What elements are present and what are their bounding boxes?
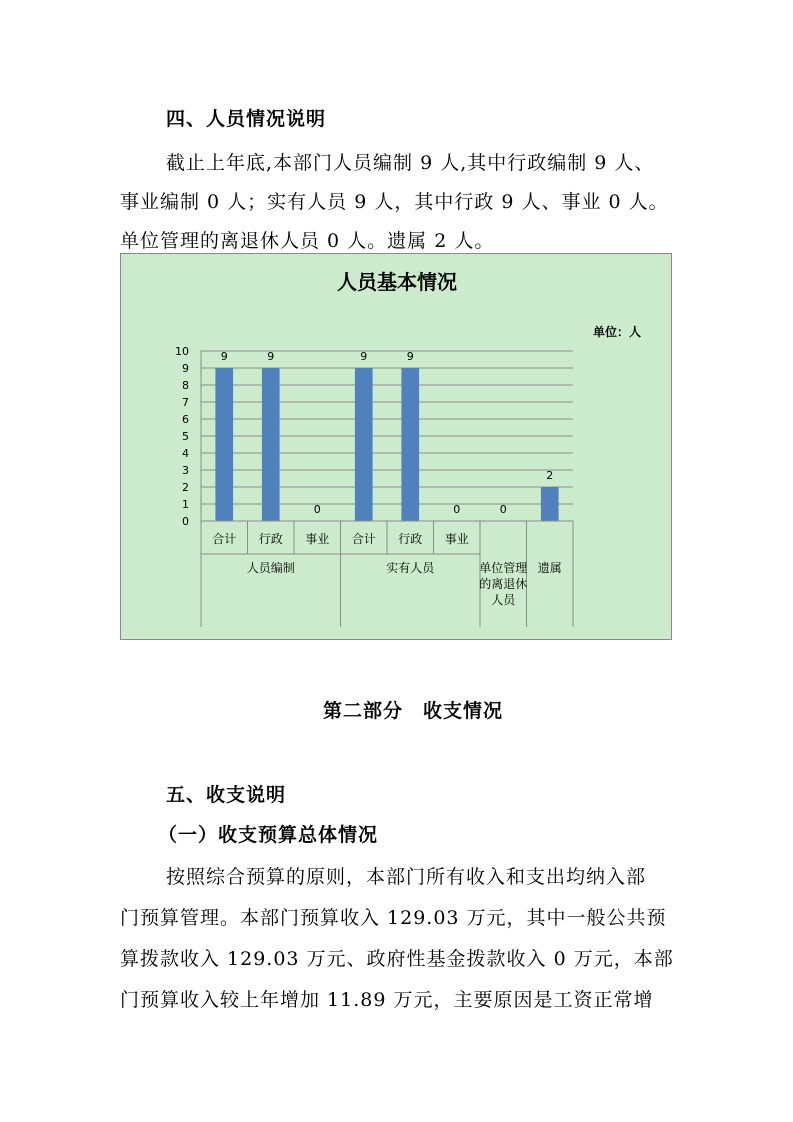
section4-line-1: 截止上年底,本部门人员编制 9 人,其中行政编制 9 人、 [166,152,655,174]
bar-data-label: 0 [499,503,507,516]
chart-title: 人员基本情况 [337,270,457,294]
y-tick-label: 2 [182,481,189,494]
y-tick-label: 5 [182,430,189,443]
bar [541,487,559,521]
chart-unit-label: 单位：人 [593,325,642,339]
x-tick-label: 行政 [398,532,423,546]
section5-heading: 五、收支说明 [166,784,287,806]
bar-data-label: 0 [453,503,461,516]
section4-heading: 四、人员情况说明 [166,108,327,130]
section5-line-4: 门预算收入较上年增加 11.89 万元，主要原因是工资正常增 [120,989,654,1011]
y-tick-label: 6 [182,413,189,426]
y-tick-label: 0 [182,515,189,528]
bar-data-label: 9 [360,350,368,363]
bar [355,368,373,521]
x-tick-label: 行政 [258,532,283,546]
x-group-label: 人员编制 [246,561,295,575]
bar [401,368,419,521]
x-tick-label: 事业 [305,532,330,546]
x-tick-label: 合计 [212,532,237,546]
y-tick-label: 3 [182,464,189,477]
part2-title: 第二部分 收支情况 [323,700,504,722]
x-group-label: 实有人员 [386,561,435,575]
section5-line-2: 门预算管理。本部门预算收入 129.03 万元，其中一般公共预 [120,907,667,929]
personnel-chart [120,253,672,640]
bar [215,368,233,521]
x-tick-label: 遗属 [537,561,562,575]
bar-data-label: 0 [313,503,321,516]
x-tick-label: 事业 [444,532,469,546]
y-tick-label: 4 [182,447,189,460]
bar-data-label: 9 [220,350,228,363]
section4-line-2: 事业编制 0 人；实有人员 9 人，其中行政 9 人、事业 0 人。 [120,191,669,213]
section5-line-1: 按照综合预算的原则，本部门所有收入和支出均纳入部 [166,866,647,888]
y-tick-label: 7 [182,396,189,409]
bar-data-label: 9 [267,350,275,363]
y-tick-label: 1 [182,498,189,511]
bar-data-label: 2 [546,469,554,482]
x-tick-label: 合计 [351,532,376,546]
section5-line-3: 算拨款收入 129.03 万元、政府性基金拨款收入 0 万元，本部 [120,948,674,970]
y-tick-label: 9 [182,362,189,375]
section5-subheading: （一）收支预算总体情况 [158,824,379,846]
section4-line-3: 单位管理的离退休人员 0 人。遗属 2 人。 [120,230,495,252]
y-tick-label: 8 [182,379,189,392]
bar [262,368,280,521]
x-tick-label: 单位管理的离退休人员 [479,561,528,607]
bar-data-label: 9 [406,350,414,363]
y-tick-label: 10 [175,345,189,358]
